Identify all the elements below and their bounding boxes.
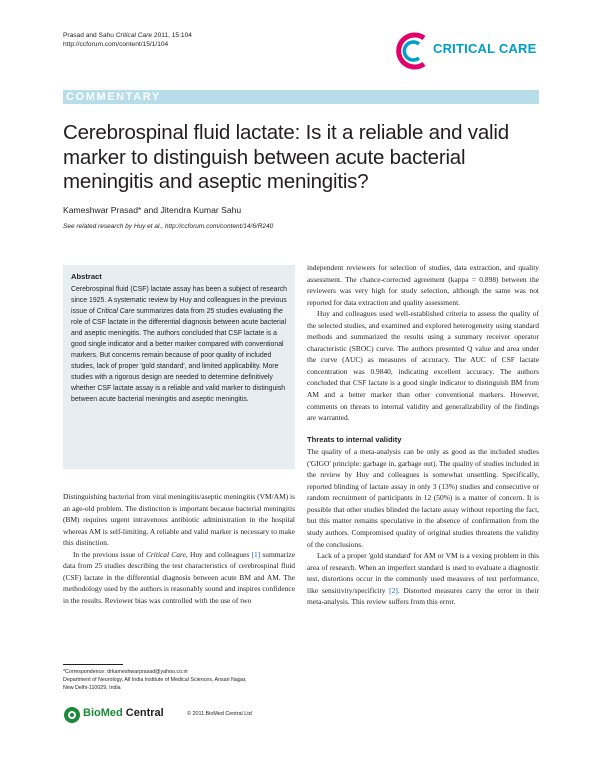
journal-logo-text: CRITICAL CARE	[433, 41, 537, 56]
critical-care-logo-icon	[393, 30, 433, 72]
body-paragraph: Distinguishing bacterial from viral meningitis/aseptic meningitis (VM/AM) is an age-old problem. The distinction is important because bacterial meningitis (BM) requires urgent intravenous antibiotic administration in the hospital whereas AM is self-limiting. A reliable and valid marker is necessary to make this distinction.	[63, 492, 295, 548]
article-type-label: COMMENTARY	[66, 91, 161, 103]
abstract-body: Cerebrospinal fluid (CSF) lactate assay has been a subject of research since 1925. A systematic review by Huy and colleagues in the previous issue of Critical Care summarizes data from 25 studies evaluating the role of CSF lactate in the differential diagnosis between acute bacterial and aseptic meningitis. The authors concluded that CSF lactate is a good single indicator and a better marker compared with conventional markers. But concerns remain because of poor quality of included studies, lack of proper 'gold standard', and limited applicability. More studies with a rigorous design are needed to determine definitively whether CSF lactate assay is a reliable and valid marker to distinguish between acute bacterial meningitis and aseptic meningitis.	[71, 286, 288, 404]
body-paragraph: In the previous issue of Critical Care, Huy and colleagues [1] summarize data from 25 studies describing the test characteristics of cerebrospinal fluid (CSF) lactate in the differential diagnosis between acute BM and AM. The methodology used by the authors is reasonably sound and inspires confidence in the results. Reviewer bias was controlled with the use of two	[63, 549, 295, 605]
correspondence-email[interactable]: *Correspondence: drkameshwarprasad@yahoo.co.in	[63, 669, 188, 675]
abstract-heading: Abstract	[71, 272, 102, 281]
affiliation-line: Department of Neurology, All India Institute of Medical Sciences, Ansari Nagar,	[63, 677, 247, 684]
reference-link[interactable]: [2]	[389, 585, 398, 595]
footnote-divider	[63, 664, 123, 665]
section-heading: Threats to internal validity	[307, 434, 402, 444]
publisher-logo	[63, 704, 173, 726]
article-type-bar	[63, 90, 539, 104]
citation-line: Prasad and Sahu Critical Care 2011, 15:104	[63, 32, 192, 39]
body-paragraph: independent reviewers for selection of studies, data extraction, and quality assessment. The chance-corrected agreement (kappa = 0.898) between the reviewers was very high for study selection, although the same was not reported for data extraction and quality assessment.	[307, 263, 539, 307]
copyright-notice: © 2011 BioMed Central Ltd	[187, 711, 252, 717]
body-paragraph: The quality of a meta-analysis can be only as good as the included studies ('GIGO' principle: garbage in, garbage out). The quality of studies included in the review by Huy and colleagues is somewhat unsettling. Specifically, reported blinding of lactate assay in only 3 (13%) studies and consecutive or random recruitment of participants in 12 (50%) is a matter of concern. It is possible that other studies blinded the lactate assay without reporting the fact, but this matter remains speculative in the absence of confirmation from the study authors. Compromised quality of original studies threatens the validity of the conclusions.	[307, 447, 539, 549]
article-title: Cerebrospinal fluid lactate: Is it a reliable and valid marker to distinguish between acute bacterial meningitis and aseptic meningitis?	[63, 121, 509, 193]
article-url[interactable]: http://ccforum.com/content/15/1/104	[63, 41, 169, 49]
footnotes	[63, 668, 295, 693]
journal-logo	[393, 30, 553, 72]
body-paragraph: Lack of a proper 'gold standard' for AM or VM is a vexing problem in this area of research. When an imperfect standard is used to evaluate a diagnostic test, distortions occur in the commonly used measures of test performance, like sensitivity/specificity [2]. Distorted measures carry the error in their meta-analysis. This review suffers from this error.	[307, 551, 540, 607]
left-column	[63, 491, 295, 606]
biomed-central-logo-icon	[63, 706, 81, 724]
publisher-name: BioMed Central	[83, 707, 164, 719]
header-citation	[63, 31, 192, 50]
right-column	[307, 262, 539, 608]
abstract-box	[63, 265, 295, 469]
reference-link[interactable]: [1]	[251, 549, 261, 559]
affiliation-line: New Delhi-110029, India	[63, 685, 121, 692]
body-paragraph: Huy and colleagues used well-established criteria to assess the quality of the selected studies, and examined and explored heterogeneity using standard methods and summarized the results using a summary receiver operator characteristic (SROC) curve. The authors presented Q value and area under the curve (AUC) as measures of accuracy. The AUC of CSF lactate concentration was 0.9840, indicating excellent accuracy. The authors concluded that CSF lactate is a good single indicator to distinguish BM from AM and a better marker than other conventional markers. However, comments on threats to internal validity and generalizability of the findings are warranted.	[307, 309, 539, 423]
see-related-link[interactable]: See related research by Huy et al., http://ccforum.com/content/14/6/R240	[63, 223, 274, 230]
article-authors: Kameshwar Prasad* and Jitendra Kumar Sahu	[63, 205, 242, 215]
